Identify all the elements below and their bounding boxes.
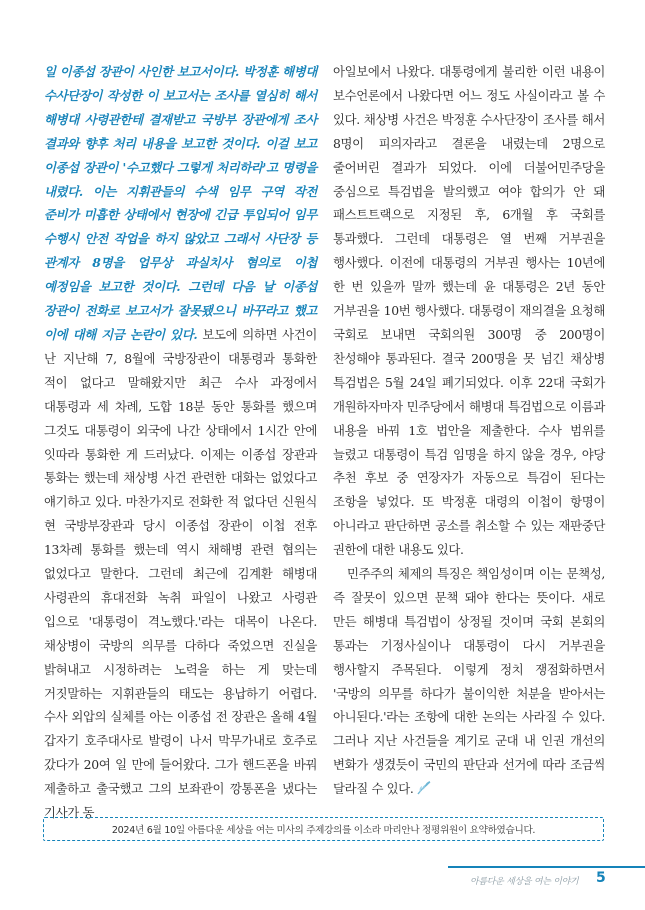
footer-title: 아름다운 세상을 여는 이야기 [470, 877, 579, 887]
left-paragraph [44, 60, 317, 825]
highlighted-quote: 일 이종섭 장관이 사인한 보고서이다. 박정훈 해병대 수사단장이 작성한 이 보고서는 조사를 열심히 해서 해병대 사령관한테 결재받고 국방부 장관에게 조사 결과와 향후 처리 내용을 보고한 것이다. 이걸 보고 이종섭 장관이 '수고했다 그렇게 처리하라'고 명령을 내렸다. 이는 지휘관들의 수색 임무 구역 작전 준비가 미흡한 상태에서 현장에 긴급 투입되어 임무 수행시 안전 작업을 하지 않았고 그래서 사단장 등 관계자 8명을 업무상 과실치사 혐의로 이첩 예정임을 보고한 것이다. 그런데 다음 날 이종섭 장관이 전화로 보고서가 잘못됐으니 바꾸라고 했고 이에 대해 지금 논란이 있다. [44, 64, 317, 342]
footer-divider [448, 866, 645, 868]
page-number: 5 [596, 870, 606, 886]
note-text: 2024년 6월 10일 아름다운 세상을 여는 미사의 주제강의를 이소라 마리안나 정평위원이 요약하였습니다. [111, 825, 536, 836]
note-box [43, 817, 604, 841]
left-body-text: 보도에 의하면 사건이 난 지난해 7, 8월에 국방장관이 대통령과 통화한 적이 없다고 말해왔지만 최근 수사 과정에서 대통령과 세 차례, 도합 18분 동안 통화를 했으며 그것도 대통령이 외국에 나간 상태에서 1시간 안에 잇따라 통화한 게 드러났다. 이제는 이종섭 장관과 통화는 했는데 채상병 사건 관련한 대화는 없었다고 얘기하고 있다. 마찬가지로 전화한 적 없다던 신원식 현 국방부장관과 당시 이종섭 장관이 이첩 전후 13차례 통화를 했는데 역시 채해병 관련 협의는 없었다고 말한다. 그런데 최근에 김계환 해병대 사령관의 휴대전화 녹취 파일이 나왔고 사령관 입으로 '대통령이 격노했다.'라는 대목이 나온다. 채상병이 국방의 의무를 다하다 죽었으면 진실을 밝혀내고 시정하려는 노력을 하는 게 맞는데 거짓말하는 지휘관들의 태도는 용납하기 어렵다. 수사 외압의 실체를 아는 이종섭 전 장관은 올해 4월 갑자기 호주대사로 발령이 나서 막무가내로 호주로 갔다가 20여 일 만에 들어왔다. 그가 핸드폰을 바꿔 제출하고 출국했고 그의 보좌관이 깡통폰을 냈다는 기사가 동 [44, 326, 317, 821]
right-column [333, 60, 605, 801]
right-paragraph-2 [333, 562, 605, 801]
right-paragraph-1: 아일보에서 나왔다. 대통령에게 불리한 이런 내용이 보수언론에서 나왔다면 어느 정도 사실이라고 볼 수 있다. 채상병 사건은 박정훈 수사단장이 조사를 해서 8명이 피의자라고 결론을 내렸는데 2명으로 줄어버린 결과가 되었다. 이에 더불어민주당을 중심으로 특검법을 발의했고 여야 합의가 안 돼 패스트트랙으로 지정된 후, 6개월 후 국회를 통과했다. 그런데 대통령은 열 번째 거부권을 행사했다. 이전에 대통령의 거부권 행사는 10년에 한 번 있을까 말까 했는데 윤 대통령은 2년 동안 거부권을 10번 행사했다. 대통령이 재의결을 요청해 국회로 보내면 국회의원 300명 중 200명이 찬성해야 통과된다. 결국 200명을 못 넘긴 채상병 특검법은 5월 24일 폐기되었다. 이후 22대 국회가 개원하자마자 민주당에서 해병대 특검법으로 이름과 내용을 바꿔 1호 법안을 제출한다. 수사 범위를 늘렸고 대통령이 특검 임명을 하지 않을 경우, 야당 추천 후보 중 연장자가 자동으로 특검이 된다는 조항을 넣었다. 또 박정훈 대령의 이첩이 항명이 아니라고 판단하면 공소를 취소할 수 있는 재판중단 권한에 대한 내용도 있다. [333, 64, 605, 558]
right-paragraph-2-text: 민주주의 체제의 특징은 책임성이며 이는 문책성, 즉 잘못이 있으면 문책 돼야 한다는 뜻이다. 새로 만든 해병대 특검법이 상정될 것이며 국회 본회의 통과는 기정사실이나 대통령이 다시 거부권을 행사할지 주목된다. 이렇게 정치 쟁점화하면서 '국방의 의무를 하다가 불이익한 처분을 받아서는 아니된다.'라는 조항에 대한 논의는 사라질 수 있다. 그러나 지난 사건들을 계기로 군대 내 인권 개선의 변화가 생겼듯이 국민의 판단과 선거에 따라 조금씩 달라질 수 있다. [333, 566, 605, 797]
leaf-icon [416, 780, 432, 796]
left-column [44, 60, 317, 825]
